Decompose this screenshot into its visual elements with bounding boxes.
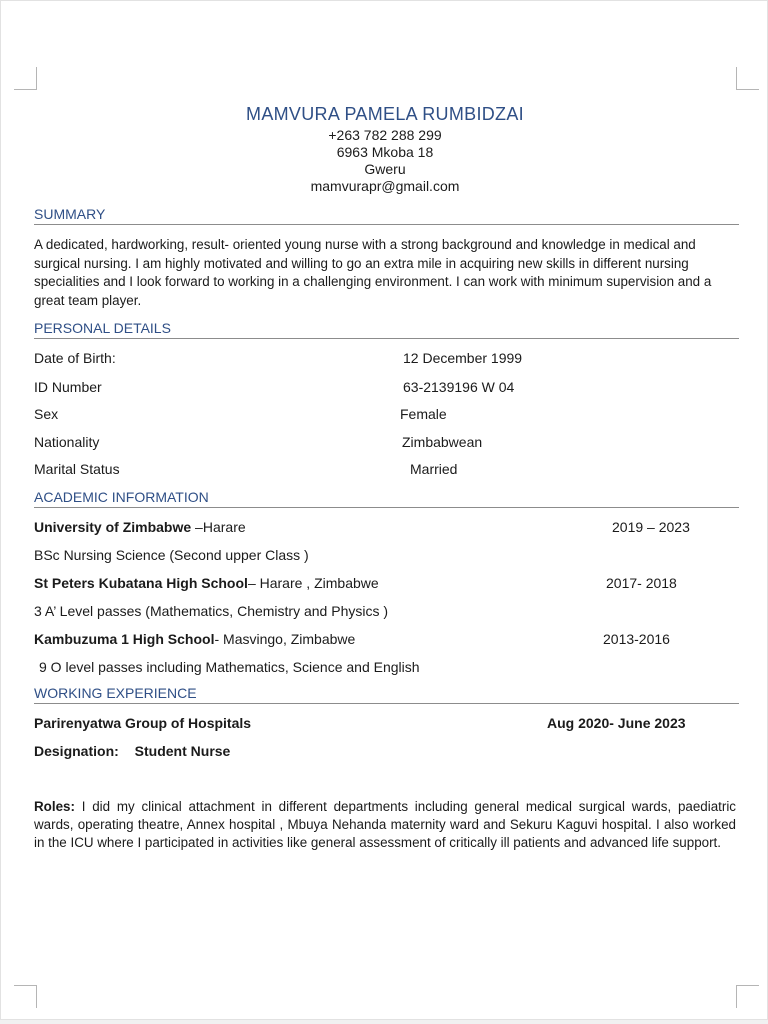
study-years: 2013-2016 xyxy=(603,631,670,647)
resume-header xyxy=(1,103,768,195)
designation-value: Student Nurse xyxy=(134,743,231,759)
personal-detail-row xyxy=(34,378,739,396)
work-entry xyxy=(34,714,739,732)
detail-label: Date of Birth: xyxy=(34,350,116,366)
academic-entry xyxy=(34,518,739,536)
detail-value: 63-2139196 W 04 xyxy=(403,379,515,395)
detail-value: Zimbabwean xyxy=(402,434,483,450)
summary-text: A dedicated, hardworking, result- oriented young nurse with a strong background and knowledge in medical and surgical nursing. I am highly motivated and willing to go an extra mile in acquiring new skills in different nursing specialities and I look forward to working in a challenging environment. I can work with minimum supervision and a great team player. xyxy=(34,237,712,308)
address-line-1: 6963 Mkoba 18 xyxy=(336,144,434,160)
detail-label: Marital Status xyxy=(34,461,120,477)
section-title-working-experience: WORKING EXPERIENCE xyxy=(34,685,739,704)
school-name: Kambuzuma 1 High School xyxy=(34,631,215,647)
phone-number: +263 782 288 299 xyxy=(328,127,442,143)
page-corner-mark xyxy=(14,985,37,1008)
detail-value: Female xyxy=(400,406,447,422)
study-years: 2019 – 2023 xyxy=(612,519,690,535)
roles-text: I did my clinical attachment in different departments including general medical surgical wards, paediatric wards, operating theatre, Annex hospital , Mbuya Nehanda maternity ward and Sekuru Kaguvi hospital. I also worked in the ICU where I participated in activities like general assessment of critically ill patients and advanced life support. xyxy=(34,799,736,850)
personal-detail-row xyxy=(34,405,739,423)
page-corner-mark xyxy=(736,985,759,1008)
section-title-personal-details: PERSONAL DETAILS xyxy=(34,320,739,339)
roles-paragraph xyxy=(34,798,736,852)
school-location: Masvingo, Zimbabwe xyxy=(223,631,356,647)
employer-name: Parirenyatwa Group of Hospitals xyxy=(34,715,252,731)
study-years: 2017- 2018 xyxy=(606,575,677,591)
school-separator: – xyxy=(247,575,260,591)
page-corner-mark xyxy=(736,67,759,90)
roles-label: Roles: xyxy=(34,799,75,814)
personal-detail-row xyxy=(34,460,739,478)
detail-label: Sex xyxy=(34,406,59,422)
academic-detail: BSc Nursing Science (Second upper Class ) xyxy=(34,547,309,563)
school-location: Harare , Zimbabwe xyxy=(259,575,379,591)
detail-value: 12 December 1999 xyxy=(403,350,523,366)
school-location: Harare xyxy=(202,519,246,535)
personal-detail-row xyxy=(34,349,739,367)
candidate-name: MAMVURA PAMELA RUMBIDZAI xyxy=(246,104,524,124)
academic-entry xyxy=(34,574,739,592)
detail-label: Nationality xyxy=(34,434,100,450)
personal-detail-row xyxy=(34,433,739,451)
school-name: University of Zimbabwe xyxy=(34,519,192,535)
section-title-academic-information: ACADEMIC INFORMATION xyxy=(34,489,739,508)
school-separator: - xyxy=(214,631,224,647)
academic-detail: 3 A’ Level passes (Mathematics, Chemistry and Physics ) xyxy=(34,603,389,619)
work-period: Aug 2020- June 2023 xyxy=(547,715,686,731)
page-corner-mark xyxy=(14,67,37,90)
designation-label: Designation: xyxy=(34,743,119,759)
academic-detail: 9 O level passes including Mathematics, Science and English xyxy=(39,659,420,675)
academic-entry xyxy=(34,630,739,648)
email-address: mamvurapr@gmail.com xyxy=(310,178,460,194)
section-title-summary: SUMMARY xyxy=(34,206,739,225)
detail-value: Married xyxy=(410,461,458,477)
school-name: St Peters Kubatana High School xyxy=(34,575,248,591)
detail-label: ID Number xyxy=(34,379,102,395)
address-line-2: Gweru xyxy=(364,161,406,177)
designation-row xyxy=(34,742,739,760)
school-separator: – xyxy=(191,519,203,535)
